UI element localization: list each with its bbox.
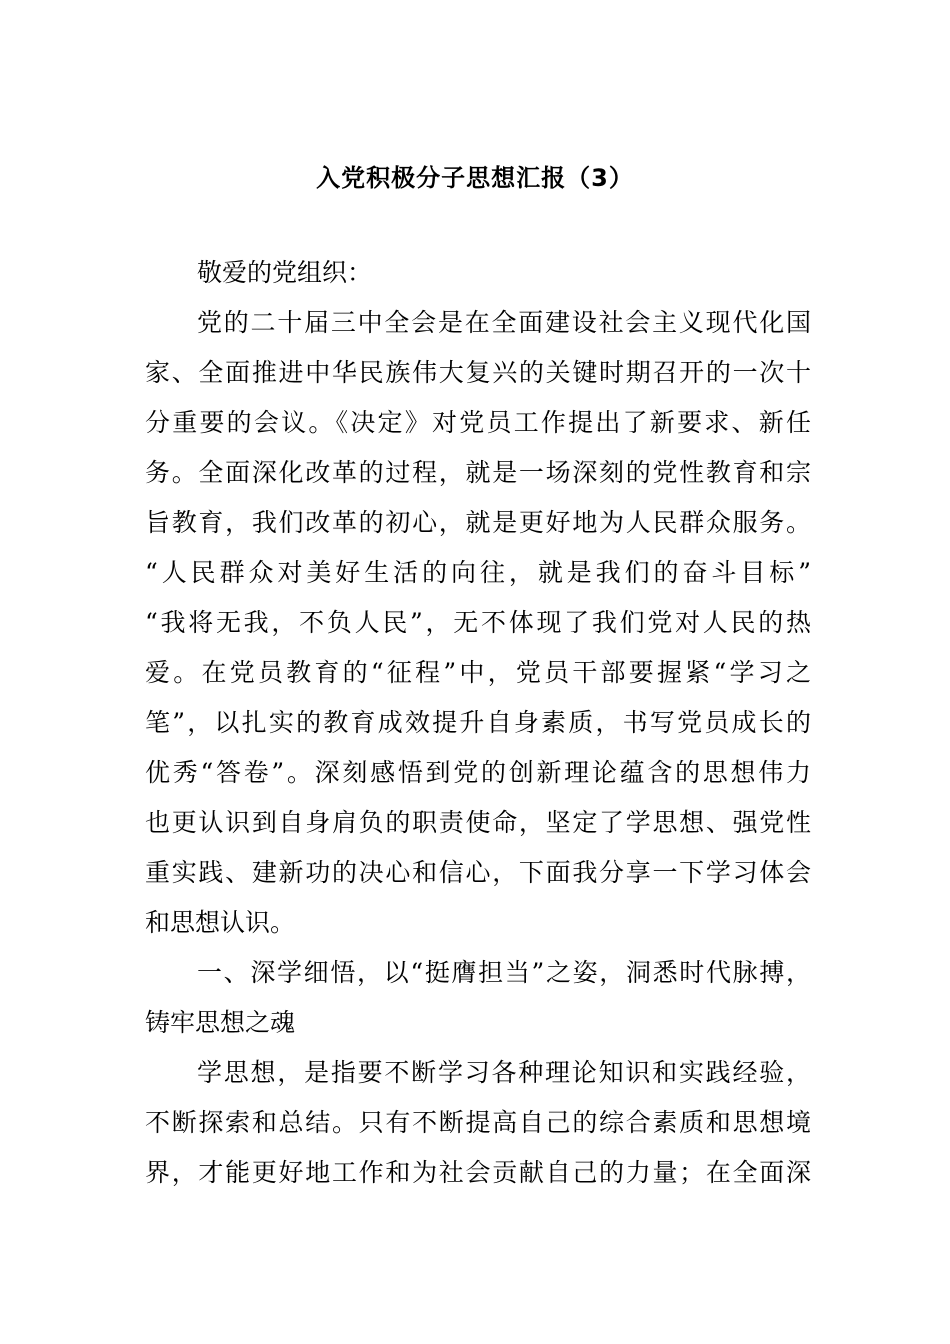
text-line: 和思想认识。 [145, 908, 296, 937]
text-line: 优秀“答卷”。深刻感悟到党的创新理论蕴含的思想伟力 [145, 758, 811, 787]
text-line: 也更认识到自身肩负的职责使命，坚定了学思想、强党性 [145, 808, 811, 837]
text-line: 不断探索和总结。只有不断提高自己的综合素质和思想境 [145, 1108, 811, 1137]
text-line: 学思想，是指要不断学习各种理论知识和实践经验， [197, 1058, 811, 1087]
document-title: 入党积极分子思想汇报（3） [316, 164, 634, 192]
text-line: 界，才能更好地工作和为社会贡献自己的力量；在全面深 [145, 1158, 811, 1187]
text-line: 爱。在党员教育的“征程”中，党员干部要握紧“学习之 [145, 658, 811, 687]
text-line: 旨教育，我们改革的初心，就是更好地为人民群众服务。 [145, 508, 811, 537]
text-line: 铸牢思想之魂 [145, 1008, 296, 1037]
text-line: “人民群众对美好生活的向往，就是我们的奋斗目标” [145, 558, 811, 587]
text-line: 笔”，以扎实的教育成效提升自身素质，书写党员成长的 [145, 708, 811, 737]
text-line: 分重要的会议。《决定》对党员工作提出了新要求、新任 [145, 408, 811, 437]
text-line: 家、全面推进中华民族伟大复兴的关键时期召开的一次十 [145, 358, 811, 387]
text-line: 务。全面深化改革的过程，就是一场深刻的党性教育和宗 [145, 458, 811, 487]
text-line: 党的二十届三中全会是在全面建设社会主义现代化国 [197, 308, 811, 337]
text-line: 一、深学细悟，以“挺膺担当”之姿，洞悉时代脉搏， [197, 958, 811, 987]
text-line: 敬爱的党组织： [197, 258, 373, 287]
text-line: “我将无我，不负人民”，无不体现了我们党对人民的热 [145, 608, 811, 637]
text-line: 重实践、建新功的决心和信心，下面我分享一下学习体会 [145, 858, 811, 887]
document-body [145, 248, 811, 1198]
